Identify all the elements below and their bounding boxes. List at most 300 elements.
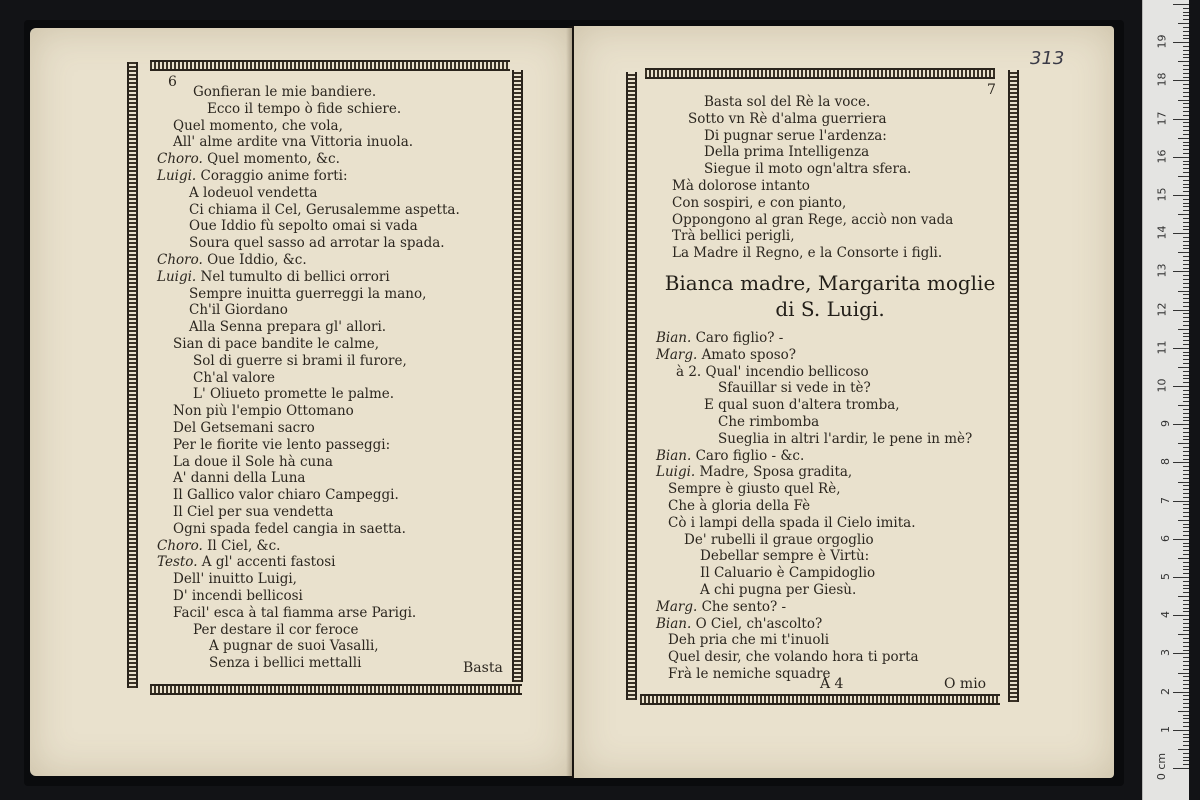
ruler-tick (1178, 596, 1189, 597)
ruler-tick (1183, 96, 1189, 97)
ruler-tick (1183, 680, 1189, 681)
ruler-tick (1183, 562, 1189, 563)
verse-text: Il Gallico valor chiaro Campeggi. (173, 487, 399, 504)
ruler-tick (1183, 623, 1189, 624)
right-catchword: O mio (944, 676, 987, 692)
left-catchword: Basta (463, 660, 503, 676)
ruler-tick (1178, 252, 1189, 253)
ruler-tick (1173, 348, 1189, 349)
ruler-tick (1183, 77, 1189, 78)
ruler-tick (1183, 134, 1189, 135)
ruler-tick (1183, 46, 1189, 47)
verse-line (656, 431, 1001, 448)
ruler-tick (1183, 363, 1189, 364)
verse-line (157, 286, 502, 303)
right-page-text-bottom (656, 330, 1001, 683)
ruler-tick (1183, 355, 1189, 356)
ruler-tick (1183, 283, 1189, 284)
ruler-tick (1183, 432, 1189, 433)
ruler-number: 17 (1155, 111, 1169, 126)
verse-line (656, 599, 1001, 616)
ruler-tick (1183, 695, 1189, 696)
verse-line (656, 649, 1001, 666)
verse-line (656, 364, 1001, 381)
verse-line (656, 178, 1001, 195)
ruler-tick (1183, 15, 1189, 16)
ruler-tick (1183, 608, 1189, 609)
speaker-label: Marg. (656, 598, 702, 615)
ruler-tick (1173, 195, 1189, 196)
ruler-tick (1178, 214, 1189, 215)
ruler-tick (1183, 657, 1189, 658)
verse-line (157, 134, 502, 151)
ruler-tick (1173, 768, 1189, 769)
speaker-label: Bian. (656, 330, 696, 346)
ruler-tick (1183, 206, 1189, 207)
ruler-tick (1183, 382, 1189, 383)
ruler-tick (1183, 275, 1189, 276)
ruler-tick (1183, 65, 1189, 66)
verse-line (157, 655, 502, 672)
verse-line (157, 538, 502, 555)
ruler-tick (1183, 588, 1189, 589)
left-page-text (157, 84, 502, 672)
ruler-tick (1183, 459, 1189, 460)
ruler-tick (1183, 336, 1189, 337)
verse-text: Del Getsemani sacro (173, 419, 315, 436)
ruler-number: 5 (1159, 573, 1172, 580)
right-frame-bottom (640, 694, 1000, 705)
verse-line (656, 548, 1001, 565)
speaker-label: Choro. (157, 151, 208, 168)
verse-line (656, 94, 1001, 111)
ruler-tick (1183, 287, 1189, 288)
verse-text: Frà le nemiche squadre (668, 665, 831, 682)
ruler-tick (1183, 187, 1189, 188)
verse-line (157, 420, 502, 437)
ruler-tick (1173, 462, 1189, 463)
ruler-tick (1178, 482, 1189, 483)
ruler-tick (1183, 436, 1189, 437)
verse-line (157, 84, 502, 101)
ruler-tick (1183, 321, 1189, 322)
verse-text: Per le fiorite vie lento passeggi: (173, 436, 391, 453)
ruler-tick (1183, 317, 1189, 318)
ruler-tick (1183, 493, 1189, 494)
verse-text: Che à gloria della Fè (668, 497, 811, 514)
ruler-tick (1183, 333, 1189, 334)
ruler-tick (1183, 256, 1189, 257)
ruler-tick (1183, 569, 1189, 570)
verse-line (656, 448, 1001, 465)
verse-text: Siegue il moto ogn'altra sfera. (704, 161, 912, 178)
ruler-tick (1183, 527, 1189, 528)
ruler-tick (1183, 115, 1189, 116)
verse-text: E qual suon d'altera tromba, (704, 397, 900, 414)
verse-text: Deh pria che mi t'inuoli (668, 632, 830, 649)
ruler-tick (1183, 375, 1189, 376)
right-frame-left (626, 72, 637, 700)
ruler-tick (1183, 31, 1189, 32)
ruler-tick (1183, 298, 1189, 299)
ruler-tick (1183, 447, 1189, 448)
ruler-tick (1183, 737, 1189, 738)
ruler-tick (1183, 241, 1189, 242)
verse-line (157, 605, 502, 622)
ruler-tick (1183, 8, 1189, 9)
verse-text: A' danni della Luna (173, 470, 306, 487)
right-page-text-top (656, 94, 1001, 262)
ruler-tick (1178, 367, 1189, 368)
verse-line (157, 235, 502, 252)
left-frame-top (150, 60, 510, 71)
verse-text: Ogni spada fedel cangia in saetta. (173, 520, 406, 537)
ruler-tick (1183, 455, 1189, 456)
verse-line (157, 336, 502, 353)
ruler-tick (1173, 80, 1189, 81)
verse-line (656, 414, 1001, 431)
verse-text: De' rubelli il graue orgoglio (684, 531, 874, 548)
ruler-tick (1183, 726, 1189, 727)
left-frame-right (512, 70, 523, 682)
ruler-tick (1183, 38, 1189, 39)
ruler-tick (1183, 478, 1189, 479)
verse-line (656, 464, 1001, 481)
ruler-tick (1173, 271, 1189, 272)
ruler-tick (1183, 543, 1189, 544)
verse-line (157, 622, 502, 639)
verse-text: Gonfieran le mie bandiere. (193, 84, 377, 100)
ruler-tick (1183, 420, 1189, 421)
ruler-tick (1173, 615, 1189, 616)
speaker-label: Marg. (656, 346, 702, 363)
ruler-tick (1183, 764, 1189, 765)
ruler-tick (1183, 145, 1189, 146)
ruler-tick (1183, 684, 1189, 685)
verse-text: Ch'al valore (193, 369, 275, 386)
ruler-tick (1173, 577, 1189, 578)
ruler-tick (1183, 237, 1189, 238)
verse-line (157, 101, 502, 118)
verse-text: D' incendi bellicosi (173, 587, 303, 604)
verse-line (157, 403, 502, 420)
ruler-tick (1173, 730, 1189, 731)
verse-text: Caro figlio? - (695, 330, 784, 346)
verse-text: Sol di guerre si brami il furore, (193, 352, 407, 369)
left-page-number: 6 (168, 74, 177, 90)
ruler-tick (1183, 642, 1189, 643)
verse-line (656, 498, 1001, 515)
ruler-tick (1183, 485, 1189, 486)
speaker-label: Bian. (656, 615, 696, 632)
verse-line (157, 370, 502, 387)
verse-line (157, 386, 502, 403)
verse-text: Cò i lampi della spada il Cielo imita. (668, 514, 916, 531)
ruler-tick (1178, 558, 1189, 559)
ruler-number: 9 (1159, 420, 1172, 428)
ruler-tick (1173, 310, 1189, 311)
verse-text: A pugnar de suoi Vasalli, (209, 638, 379, 655)
ruler-tick (1183, 19, 1189, 20)
right-frame-top (645, 68, 995, 79)
verse-line (157, 521, 502, 538)
ruler-tick (1183, 722, 1189, 723)
speaker-label: Bian. (656, 447, 696, 464)
ruler-tick (1183, 409, 1189, 410)
ruler-tick (1183, 508, 1189, 509)
verse-text: Che sento? - (701, 598, 787, 615)
verse-text: Con sospiri, e con pianto, (672, 194, 847, 211)
verse-line (656, 565, 1001, 582)
ruler-tick (1183, 180, 1189, 181)
ruler-tick (1183, 57, 1189, 58)
ruler-tick (1183, 413, 1189, 414)
verse-line (656, 330, 1001, 347)
verse-text: Caro figlio - &c. (695, 447, 805, 464)
verse-text: Basta sol del Rè la voce. (704, 94, 871, 110)
verse-text: Ecco il tempo ò fide schiere. (207, 100, 402, 117)
ruler-tick (1183, 88, 1189, 89)
verse-line (157, 218, 502, 235)
ruler-tick (1183, 439, 1189, 440)
ruler-tick (1183, 531, 1189, 532)
ruler-tick (1183, 340, 1189, 341)
verse-text: L' Oliueto promette le palme. (193, 386, 395, 403)
ruler-tick (1183, 222, 1189, 223)
verse-text: Oue Iddio, &c. (207, 251, 307, 268)
ruler-unit-label: 0 cm (1154, 752, 1168, 781)
verse-text: Madre, Sposa gradita, (699, 464, 853, 481)
ruler-tick (1183, 745, 1189, 746)
verse-text: à 2. Qual' incendio bellicoso (676, 363, 869, 380)
ruler-tick (1183, 111, 1189, 112)
speaker-label: Testo. (157, 554, 202, 571)
verse-line (656, 195, 1001, 212)
ruler-tick (1183, 168, 1189, 169)
ruler-number: 10 (1155, 378, 1169, 393)
ruler-tick (1183, 550, 1189, 551)
scene-heading-line-2: di S. Luigi. (775, 297, 885, 321)
ruler-tick (1183, 428, 1189, 429)
ruler-tick (1178, 405, 1189, 406)
ruler-tick (1183, 84, 1189, 85)
ruler-tick (1183, 73, 1189, 74)
ruler-tick (1178, 749, 1189, 750)
verse-text: A gl' accenti fastosi (201, 554, 336, 571)
speaker-label: Luigi. (656, 464, 700, 481)
verse-text: La Madre il Regno, e la Consorte i figli. (672, 245, 943, 262)
ruler-tick (1178, 23, 1189, 24)
ruler-number: 19 (1155, 34, 1169, 49)
ruler-tick (1183, 619, 1189, 620)
ruler-tick (1183, 126, 1189, 127)
verse-text: Soura quel sasso ad arrotar la spada. (189, 235, 445, 252)
ruler-number: 12 (1155, 302, 1169, 317)
verse-line (157, 353, 502, 370)
left-frame-bottom (150, 684, 522, 695)
ruler-tick (1183, 35, 1189, 36)
verse-line (656, 380, 1001, 397)
verse-text: Quel momento, &c. (207, 151, 340, 168)
verse-text: Quel desir, che volando hora ti porta (668, 649, 919, 666)
ruler-tick (1173, 4, 1189, 5)
ruler-tick (1173, 501, 1189, 502)
ruler-tick (1183, 27, 1189, 28)
ruler-tick (1173, 157, 1189, 158)
ruler-tick (1183, 12, 1189, 13)
verse-line (157, 554, 502, 571)
ruler-tick (1183, 753, 1189, 754)
ruler-tick (1183, 715, 1189, 716)
ruler-tick (1183, 734, 1189, 735)
verse-line (656, 532, 1001, 549)
ruler-tick (1183, 512, 1189, 513)
verse-line (656, 632, 1001, 649)
ruler-number: 11 (1155, 340, 1169, 355)
ruler-tick (1183, 581, 1189, 582)
ruler-number: 4 (1159, 611, 1172, 619)
ruler-tick (1183, 149, 1189, 150)
ruler-tick (1183, 294, 1189, 295)
ruler-tick (1178, 520, 1189, 521)
verse-text: Non più l'empio Ottomano (173, 403, 354, 420)
verse-text: A lodeuol vendetta (189, 184, 318, 201)
verse-line (656, 144, 1001, 161)
ruler-tick (1183, 650, 1189, 651)
ruler-tick (1183, 142, 1189, 143)
verse-line (157, 487, 502, 504)
ruler-tick (1183, 604, 1189, 605)
ruler-tick (1183, 229, 1189, 230)
verse-text: Quel momento, che vola, (173, 117, 343, 134)
ruler-tick (1183, 50, 1189, 51)
verse-line (157, 252, 502, 269)
ruler-tick (1183, 371, 1189, 372)
ruler-tick (1183, 646, 1189, 647)
verse-text: Coraggio anime forti: (200, 167, 348, 184)
left-frame-left (127, 62, 138, 688)
ruler-tick (1183, 306, 1189, 307)
ruler-tick (1178, 711, 1189, 712)
ruler-tick (1183, 573, 1189, 574)
ruler-tick (1173, 386, 1189, 387)
verse-text: Sempre è giusto quel Rè, (668, 481, 841, 498)
ruler-tick (1183, 497, 1189, 498)
verse-line (157, 118, 502, 135)
ruler-tick (1183, 397, 1189, 398)
verse-text: Oue Iddio fù sepolto omai si vada (189, 218, 418, 235)
verse-text: Ci chiama il Cel, Gerusalemme aspetta. (189, 201, 460, 218)
ruler-tick (1183, 504, 1189, 505)
verse-line (656, 161, 1001, 178)
ruler-tick (1183, 638, 1189, 639)
ruler-tick (1183, 451, 1189, 452)
ruler-tick (1183, 260, 1189, 261)
verse-text: Mà dolorose intanto (672, 177, 810, 194)
ruler-tick (1183, 554, 1189, 555)
ruler-tick (1183, 210, 1189, 211)
verse-text: Sotto vn Rè d'alma guerriera (688, 110, 887, 127)
verse-text: Di pugnar serue l'ardenza: (704, 127, 887, 144)
ruler-tick (1183, 524, 1189, 525)
ruler-tick (1183, 661, 1189, 662)
ruler-tick (1183, 226, 1189, 227)
ruler-tick (1183, 394, 1189, 395)
scene-heading (650, 270, 1010, 322)
verse-line (157, 571, 502, 588)
verse-text: Il Ciel, &c. (207, 537, 281, 554)
verse-text: Il Ciel per sua vendetta (173, 503, 334, 520)
verse-line (656, 128, 1001, 145)
ruler-tick (1183, 417, 1189, 418)
ruler-tick (1173, 653, 1189, 654)
ruler-tick (1183, 760, 1189, 761)
verse-line (656, 347, 1001, 364)
verse-line (656, 228, 1001, 245)
ruler-tick (1183, 600, 1189, 601)
ruler-tick (1183, 665, 1189, 666)
ruler-tick (1178, 634, 1189, 635)
ruler-number: 16 (1155, 149, 1169, 164)
ruler-tick (1178, 443, 1189, 444)
verse-line (157, 168, 502, 185)
ruler-tick (1178, 138, 1189, 139)
verse-line (157, 437, 502, 454)
ruler-tick (1178, 100, 1189, 101)
verse-line (656, 111, 1001, 128)
ruler-tick (1183, 153, 1189, 154)
verse-line (157, 504, 502, 521)
verse-line (656, 397, 1001, 414)
speaker-label: Choro. (157, 537, 208, 554)
verse-line (157, 202, 502, 219)
scene-heading-line-1: Bianca madre, Margarita moglie (664, 271, 996, 295)
ruler-number: 6 (1159, 534, 1172, 542)
signature-mark: A 4 (820, 676, 844, 692)
verse-text: Che rimbomba (718, 413, 820, 430)
ruler-tick (1183, 516, 1189, 517)
ruler-tick (1178, 61, 1189, 62)
ruler-tick (1178, 176, 1189, 177)
verse-line (656, 515, 1001, 532)
ruler-tick (1183, 703, 1189, 704)
ruler-tick (1183, 325, 1189, 326)
right-page-number: 7 (987, 82, 996, 98)
ruler-tick (1183, 161, 1189, 162)
speaker-label: Luigi. (157, 268, 201, 285)
ruler-tick (1183, 130, 1189, 131)
ruler-number: 18 (1155, 72, 1169, 87)
ruler-tick (1183, 627, 1189, 628)
ruler-tick (1183, 535, 1189, 536)
verse-line (656, 212, 1001, 229)
ruler-tick (1173, 233, 1189, 234)
ruler-tick (1183, 191, 1189, 192)
verse-text: Facil' esca à tal fiamma arse Parigi. (173, 604, 417, 621)
ruler-tick (1183, 470, 1189, 471)
ruler-tick (1183, 218, 1189, 219)
ruler-tick (1173, 119, 1189, 120)
verse-text: Amato sposo? (701, 346, 796, 363)
ruler-tick (1183, 164, 1189, 165)
ruler-number: 2 (1159, 687, 1172, 695)
ruler-tick (1183, 466, 1189, 467)
ruler-tick (1183, 741, 1189, 742)
ruler-number: 1 (1159, 725, 1172, 733)
ruler-tick (1183, 203, 1189, 204)
ruler-tick (1183, 390, 1189, 391)
ruler-tick (1183, 184, 1189, 185)
